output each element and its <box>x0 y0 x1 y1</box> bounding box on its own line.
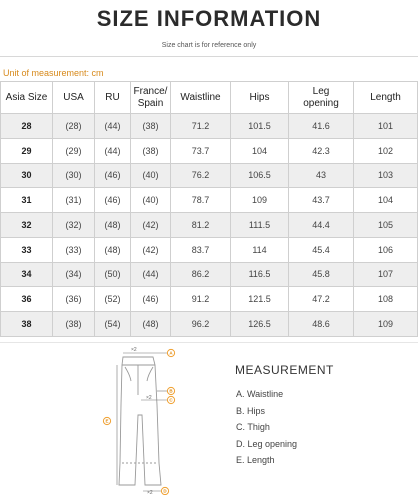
measurement-item-waistline: A. Waistline <box>236 389 284 399</box>
table-cell: 78.7 <box>171 188 231 213</box>
table-cell: (29) <box>53 138 95 163</box>
marker-c-label: C <box>169 397 173 403</box>
table-cell: (48) <box>131 312 171 337</box>
table-cell: (48) <box>95 237 131 262</box>
table-cell: (31) <box>53 188 95 213</box>
bottom-divider <box>0 342 418 343</box>
table-cell: (33) <box>53 237 95 262</box>
col-header-waistline: Waistline <box>171 82 231 114</box>
measurement-item-hips: B. Hips <box>236 405 266 416</box>
table-row <box>1 312 418 337</box>
table-cell: 103 <box>354 163 418 188</box>
table-header-row <box>1 82 418 114</box>
table-row <box>1 138 418 163</box>
table-cell: 71.2 <box>171 114 231 139</box>
marker-d-label: D <box>163 488 167 494</box>
table-cell: 107 <box>354 262 418 287</box>
table-cell: 108 <box>354 287 418 312</box>
table-cell: (40) <box>131 163 171 188</box>
measurement-title: MEASUREMENT <box>235 363 334 377</box>
table-cell: 41.6 <box>289 114 354 139</box>
table-cell: 96.2 <box>171 312 231 337</box>
measurement-item-thigh: C. Thigh <box>236 422 270 432</box>
table-cell: (46) <box>95 188 131 213</box>
asia-size-cell: 31 <box>1 188 53 213</box>
asia-size-cell: 36 <box>1 287 53 312</box>
table-cell: 101.5 <box>231 114 289 139</box>
table-cell: 91.2 <box>171 287 231 312</box>
table-cell: (28) <box>53 114 95 139</box>
table-cell: (48) <box>95 213 131 238</box>
table-cell: 76.2 <box>171 163 231 188</box>
table-cell: 73.7 <box>171 138 231 163</box>
table-cell: 44.4 <box>289 213 354 238</box>
measurement-item-length: E. Length <box>236 455 275 465</box>
table-cell: (52) <box>95 287 131 312</box>
table-row <box>1 114 418 139</box>
table-cell: 45.4 <box>289 237 354 262</box>
table-cell: (42) <box>131 237 171 262</box>
table-cell: 43 <box>289 163 354 188</box>
table-cell: 45.8 <box>289 262 354 287</box>
table-cell: 104 <box>354 188 418 213</box>
table-cell: (38) <box>131 138 171 163</box>
table-cell: (38) <box>131 114 171 139</box>
asia-size-cell: 32 <box>1 213 53 238</box>
table-cell: (32) <box>53 213 95 238</box>
table-cell: 109 <box>231 188 289 213</box>
leg-multiplier: ×2 <box>147 490 153 495</box>
col-header-hips: Hips <box>231 82 289 114</box>
table-row <box>1 262 418 287</box>
col-header-leg-opening: Leg opening <box>289 82 354 114</box>
table-cell: 47.2 <box>289 287 354 312</box>
table-cell: (44) <box>131 262 171 287</box>
asia-size-cell: 38 <box>1 312 53 337</box>
top-divider <box>0 56 418 57</box>
table-row <box>1 163 418 188</box>
table-cell: (42) <box>131 213 171 238</box>
asia-size-cell: 28 <box>1 114 53 139</box>
table-cell: 109 <box>354 312 418 337</box>
table-cell: 106 <box>354 237 418 262</box>
asia-size-cell: 33 <box>1 237 53 262</box>
asia-size-cell: 29 <box>1 138 53 163</box>
pants-outline <box>95 345 185 495</box>
table-cell: (44) <box>95 138 131 163</box>
table-row <box>1 287 418 312</box>
marker-a-label: A <box>169 350 173 356</box>
table-row <box>1 213 418 238</box>
table-cell: 106.5 <box>231 163 289 188</box>
table-cell: 83.7 <box>171 237 231 262</box>
table-cell: 43.7 <box>289 188 354 213</box>
size-table <box>0 81 418 337</box>
table-cell: (44) <box>95 114 131 139</box>
table-cell: 86.2 <box>171 262 231 287</box>
table-cell: 102 <box>354 138 418 163</box>
page-title: SIZE INFORMATION <box>96 6 322 31</box>
table-cell: (36) <box>53 287 95 312</box>
table-cell: 105 <box>354 213 418 238</box>
thigh-multiplier: ×2 <box>146 395 152 401</box>
unit-label: Unit of measurement: cm <box>3 68 104 78</box>
table-cell: 126.5 <box>231 312 289 337</box>
marker-e-label: E <box>105 418 109 424</box>
col-header-usa: USA <box>53 82 95 114</box>
table-cell: (46) <box>95 163 131 188</box>
table-cell: (30) <box>53 163 95 188</box>
table-cell: (54) <box>95 312 131 337</box>
table-cell: 101 <box>354 114 418 139</box>
table-cell: 81.2 <box>171 213 231 238</box>
asia-size-cell: 34 <box>1 262 53 287</box>
table-cell: (34) <box>53 262 95 287</box>
col-header-length: Length <box>354 82 418 114</box>
table-cell: 116.5 <box>231 262 289 287</box>
marker-b-label: B <box>169 388 173 394</box>
table-cell: 104 <box>231 138 289 163</box>
col-header-asia-size: Asia Size <box>1 82 53 114</box>
asia-size-cell: 30 <box>1 163 53 188</box>
measurement-list <box>236 386 297 469</box>
table-cell: (50) <box>95 262 131 287</box>
table-cell: (38) <box>53 312 95 337</box>
table-row <box>1 237 418 262</box>
col-header-france-spain: France/ Spain <box>131 82 171 114</box>
pants-diagram <box>95 345 185 495</box>
page-subtitle: Size chart is for reference only <box>161 42 257 49</box>
col-header-ru: RU <box>95 82 131 114</box>
measurement-item-leg-opening: D. Leg opening <box>236 438 298 449</box>
waist-multiplier: ×2 <box>131 347 137 353</box>
table-cell: (46) <box>131 287 171 312</box>
table-cell: 114 <box>231 237 289 262</box>
table-cell: 121.5 <box>231 287 289 312</box>
table-cell: (40) <box>131 188 171 213</box>
table-cell: 48.6 <box>289 312 354 337</box>
table-row <box>1 188 418 213</box>
table-cell: 42.3 <box>289 138 354 163</box>
table-cell: 111.5 <box>231 213 289 238</box>
